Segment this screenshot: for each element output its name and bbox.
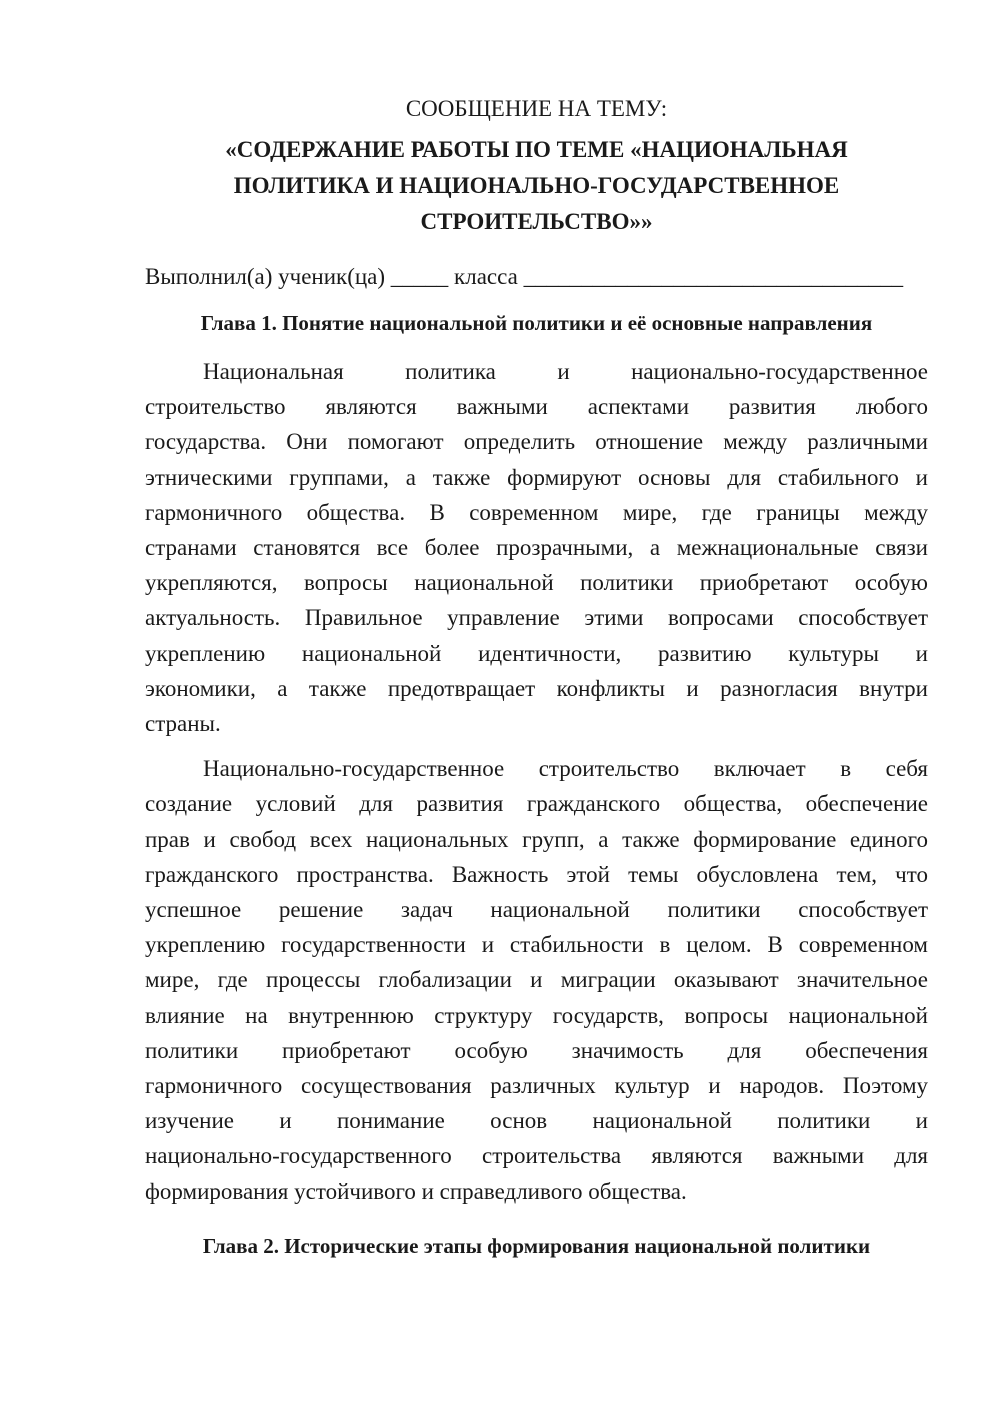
topic-title-line: СТРОИТЕЛЬСТВО»» [420, 209, 653, 234]
paragraph-line: укреплению государственности и стабильности в целом. В современном [145, 932, 928, 958]
paragraph-line: успешное решение задач национальной политики способствует [145, 897, 928, 923]
paragraph-line: изучение и понимание основ национальной политики и [145, 1108, 928, 1134]
paragraph-line: формирования устойчивого и справедливого общества. [145, 1178, 687, 1204]
paragraph-line: прав и свобод всех национальных групп, а также формирование единого [145, 826, 928, 852]
paragraph-line: укрепляются, вопросы национальной политики приобретают особую [145, 570, 928, 596]
paragraph-line: мире, где процессы глобализации и миграции оказывают значительное [145, 967, 928, 993]
topic-title-line: «СОДЕРЖАНИЕ РАБОТЫ ПО ТЕМЕ «НАЦИОНАЛЬНАЯ [225, 137, 848, 162]
paragraph-line: гармоничного общества. В современном мире, где границы между [145, 499, 928, 525]
paragraph-line: актуальность. Правильное управление этими вопросами способствует [145, 605, 928, 631]
topic-title-line: ПОЛИТИКА И НАЦИОНАЛЬНО-ГОСУДАРСТВЕННОЕ [233, 173, 840, 198]
paragraph-line: политики приобретают особую значимость для обеспечения [145, 1037, 928, 1063]
document-page [145, 92, 928, 1263]
paragraph-line: странами становятся все более прозрачными, а межнациональные связи [145, 535, 928, 561]
paragraph-line: укреплению национальной идентичности, развитию культуры и [145, 640, 928, 666]
chapter-1-paragraph-1 [145, 354, 928, 741]
chapter-2-heading: Глава 2. Исторические этапы формирования национальной политики [202, 1233, 871, 1258]
paragraph-line: гражданского пространства. Важность этой темы обусловлена тем, что [145, 861, 928, 887]
paragraph-line: создание условий для развития гражданского общества, обеспечение [145, 791, 928, 817]
paragraph-line: национально-государственного строительства являются важными для [145, 1143, 928, 1169]
chapter-1-paragraph-2 [145, 751, 928, 1209]
subject-line: СООБЩЕНИЕ НА ТЕМУ: [405, 96, 668, 121]
paragraph-line: гармоничного сосуществования различных культур и народов. Поэтому [145, 1073, 928, 1099]
paragraph-line: Национальная политика и национально-государственное [203, 359, 928, 384]
topic-title [145, 132, 928, 240]
author-line: Выполнил(а) ученик(ца) _____ класса _________________________________ [145, 264, 904, 289]
paragraph-line: влияние на внутреннюю структуру государств, вопросы национальной [145, 1002, 928, 1028]
paragraph-line: Национально-государственное строительство включает в себя [203, 756, 928, 782]
paragraph-line: экономики, а также предотвращает конфликты и разногласия внутри [145, 675, 928, 701]
paragraph-line: строительство являются важными аспектами развития любого [145, 394, 928, 420]
paragraph-line: государства. Они помогают определить отношение между различными [145, 429, 928, 455]
paragraph-line: страны. [145, 711, 221, 737]
paragraph-line: этническими группами, а также формируют основы для стабильного и [145, 464, 928, 490]
chapter-1-heading: Глава 1. Понятие национальной политики и её основные направления [200, 311, 873, 335]
